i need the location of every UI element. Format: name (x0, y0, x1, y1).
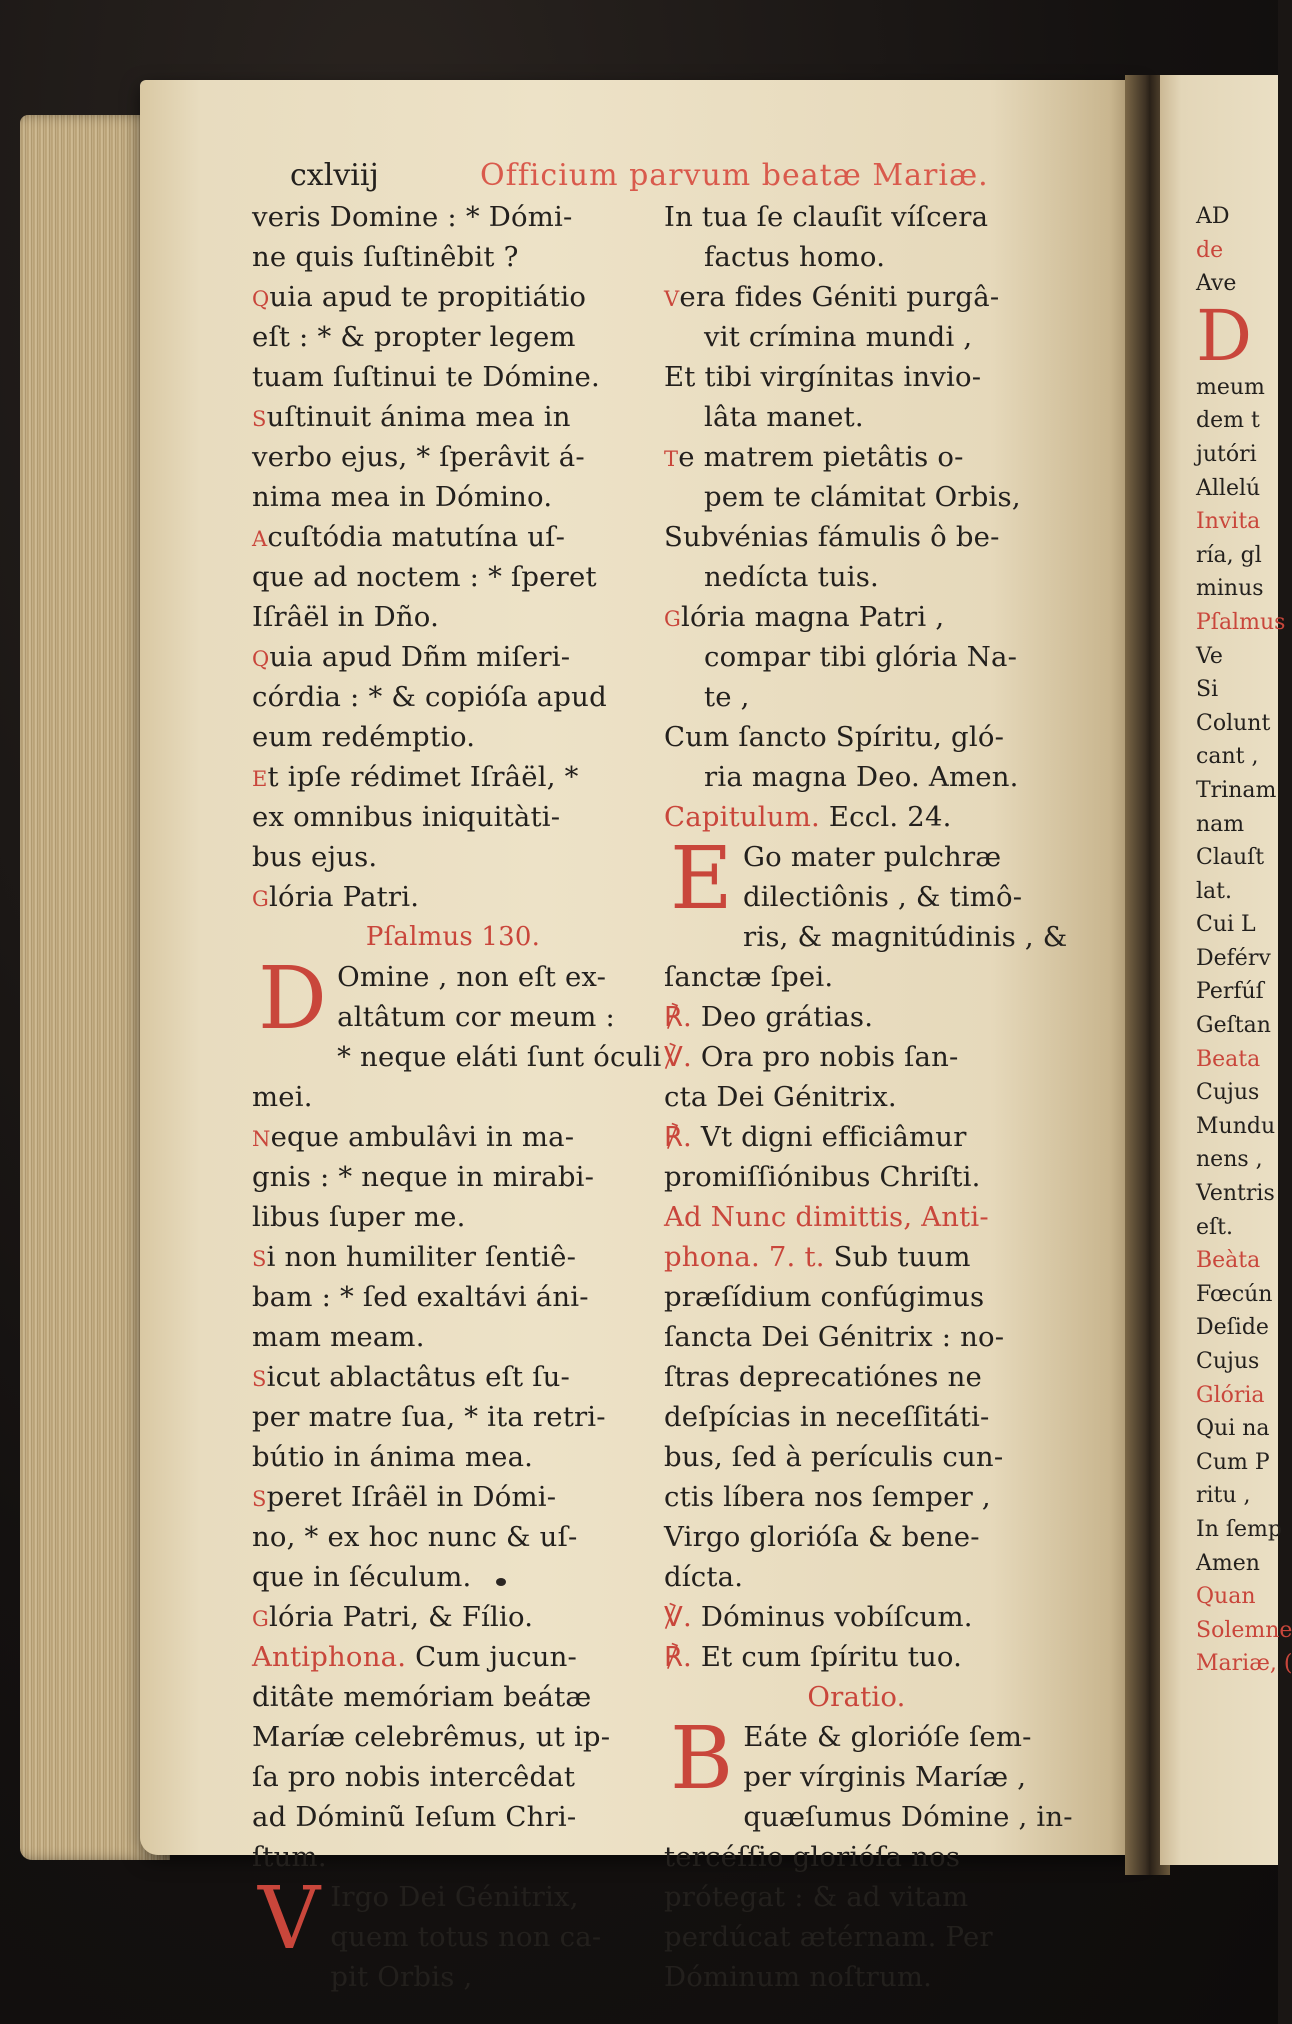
magnificat-lines (664, 1277, 1049, 1597)
facing-page-line: Colunt (1196, 710, 1271, 736)
facing-page-line: Trinam (1196, 777, 1277, 803)
line-text: Omine , non eſt ex- (337, 961, 607, 993)
line-text: vit crímina mundi , (704, 321, 973, 353)
line-text: peret Iſrâël in Dómi- (266, 1481, 557, 1513)
left-column-lines-2 (252, 1117, 654, 1637)
response-symbol: ℟. (664, 1641, 701, 1673)
text-line (252, 757, 654, 797)
text-line (664, 277, 1049, 317)
line-text: i non humiliter ſentiê- (266, 1241, 577, 1273)
antiphon-line (252, 1797, 654, 1837)
text-line (252, 1437, 654, 1477)
line-text: Ora pro nobis ſan- (700, 1041, 959, 1073)
text-line (664, 437, 1049, 477)
response-line (664, 1597, 1049, 1637)
line-text: era fides Géniti purgâ- (679, 281, 1000, 313)
line-text: dilectiônis , & timô- (742, 881, 1023, 913)
response-line (664, 1637, 1049, 1677)
facing-page-line: de (1196, 237, 1224, 263)
facing-page-line: Qui na (1196, 1416, 1270, 1442)
line-text: In tua ſe clauſit víſcera (664, 201, 989, 233)
antiphon-first: Cum jucun- (415, 1641, 578, 1673)
facing-page-line: Allelú (1196, 475, 1261, 501)
red-initial: N (252, 1127, 271, 1151)
text-line (664, 717, 1049, 757)
line-text: bus ejus. (252, 841, 378, 873)
text-line (664, 757, 1049, 797)
line-text: compar tibi glória Na- (704, 641, 1018, 673)
capitulum-block (664, 829, 1068, 997)
facing-page-line: Solemne (1196, 1617, 1292, 1643)
capitulum-ref: Eccl. 24. (828, 801, 952, 833)
line-text: gnis : * neque in mirabi- (252, 1161, 595, 1193)
text-line (664, 317, 1049, 357)
facing-page-text (1196, 200, 1292, 1681)
response-line (664, 1037, 1049, 1077)
antiphon-line (252, 1677, 654, 1717)
text-line (252, 1157, 654, 1197)
line-text: Maríæ celebrêmus, ut ip- (252, 1721, 611, 1753)
psalm-heading: Pſalmus 130. (365, 922, 541, 952)
line-text: factus homo. (704, 241, 886, 273)
line-text: Et tibi virgínitas invio- (664, 361, 982, 393)
oratio-block (664, 1709, 1073, 1997)
left-column-lines (252, 197, 654, 917)
line-text: prótegat : & ad vitam (664, 1881, 969, 1913)
text-line (252, 397, 654, 437)
line-text: tuam ſuſtinui te Dómine. (252, 361, 600, 393)
antiphon-line (664, 1317, 1049, 1357)
magnificat-label-2: phona. 7. t. (664, 1241, 825, 1273)
facing-page-line: meum (1196, 374, 1265, 400)
line-text: ſtum. (252, 1841, 327, 1873)
antiphon-line (252, 1717, 654, 1757)
response-symbol: ℟. (664, 1121, 701, 1153)
response-line (664, 1157, 1049, 1197)
oratio-dropcap: B (670, 1709, 734, 1809)
red-initial: Q (252, 647, 270, 671)
text-line (252, 197, 654, 237)
line-text: Irgo Dei Génitrix, (330, 1881, 579, 1913)
facing-page-line: In ſemp (1196, 1516, 1282, 1542)
line-text: perdúcat ætérnam. Per (664, 1921, 993, 1953)
facing-page-line: Beata (1196, 1046, 1261, 1072)
hymn-dropcap: V (258, 1869, 321, 1969)
facing-page-line: Mariæ, ( (1196, 1651, 1292, 1677)
text-line (252, 1357, 654, 1397)
facing-page-line: Quan (1196, 1584, 1256, 1610)
line-text: Deo grátias. (700, 1001, 874, 1033)
facing-page-line: Invita (1196, 509, 1261, 535)
line-text: uſtinuit ánima mea in (266, 401, 571, 433)
red-initial: S (252, 1247, 267, 1271)
red-initial: S (252, 407, 267, 431)
red-initial: E (252, 767, 268, 791)
line-text: ad Dóminũ Ieſum Chri- (252, 1801, 577, 1833)
line-text: e matrem pietâtis o- (678, 441, 964, 473)
line-text: icut ablactâtus eſt ſu- (266, 1361, 570, 1393)
line-text: ſa pro nobis intercêdat (252, 1761, 576, 1793)
facing-page-line: Deférv (1196, 945, 1271, 971)
red-initial: S (252, 1367, 267, 1391)
antiphon-line (664, 1477, 1049, 1517)
response-line (664, 1077, 1049, 1117)
psalm-dropcap: D (258, 949, 328, 1049)
page-number: cxlviij (290, 158, 379, 193)
line-text: quem totus non ca- (330, 1921, 602, 1953)
psalm-block (252, 949, 662, 1117)
oratio-line (664, 1837, 1049, 1877)
line-text: promiſſiónibus Chriſti. (664, 1161, 981, 1193)
response-symbol: ℟. (664, 1001, 701, 1033)
facing-page-line: jutóri (1196, 441, 1257, 467)
response-symbol: ℣. (664, 1041, 701, 1073)
text-line (252, 597, 654, 637)
red-initial: T (664, 447, 679, 471)
antiphon-line (664, 1517, 1049, 1557)
line-text: cta Dei Génitrix. (664, 1081, 897, 1113)
line-text: libus ſuper me. (252, 1201, 466, 1233)
facing-page-line: Cui L (1196, 912, 1256, 938)
line-text: ditâte memóriam beátæ (252, 1681, 592, 1713)
oratio-heading: Oratio. (807, 1681, 906, 1713)
antiphon-line (252, 1637, 654, 1677)
facing-page-line: Glória (1196, 1382, 1265, 1408)
response-line (664, 997, 1049, 1037)
line-text: per matre ſua, * ita retri- (252, 1401, 606, 1433)
line-text: per vírginis Maríæ , (743, 1761, 1027, 1793)
text-line (252, 1277, 654, 1317)
text-line (252, 1477, 654, 1517)
text-line (664, 517, 1049, 557)
line-text: pem te clámitat Orbis, (704, 481, 1021, 513)
line-text: mei. (252, 1081, 313, 1113)
red-initial: V (664, 287, 680, 311)
text-line (252, 1397, 654, 1437)
text-line (252, 1557, 654, 1597)
line-text: ex omnibus iniquitàti- (252, 801, 561, 833)
ink-dot (496, 1578, 506, 1586)
facing-page-line: Mundu (1196, 1113, 1276, 1139)
line-text: córdia : * & copióſa apud (252, 681, 607, 713)
facing-page-line: ritu , (1196, 1483, 1251, 1509)
line-text: dícta. (664, 1561, 744, 1593)
line-text: Virgo glorióſa & bene- (664, 1521, 980, 1553)
line-text: t ipſe rédimet Iſrâël, * (267, 761, 579, 793)
line-text: eque ambulâvi in ma- (270, 1121, 575, 1153)
antiphon-line (252, 1757, 654, 1797)
line-text: uia apud Dñm miſeri- (269, 641, 571, 673)
red-initial: Q (252, 287, 270, 311)
hymn-block (252, 1869, 654, 1997)
line-text: lória Patri, & Fílio. (268, 1601, 534, 1633)
antiphon-line (664, 1277, 1049, 1317)
text-line (664, 477, 1049, 517)
line-text: mam meam. (252, 1321, 425, 1353)
antiphon-lines (252, 1677, 654, 1877)
red-initial: G (664, 607, 681, 631)
line-text: Eáte & glorióſe ſem- (743, 1721, 1032, 1753)
line-text: verbo ejus, * ſperâvit á- (252, 441, 585, 473)
antiphon-line (664, 1437, 1049, 1477)
response-line (664, 1117, 1049, 1157)
facing-page-line: Beàta (1196, 1248, 1261, 1274)
text-line (252, 477, 654, 517)
line-text: ne quis ſuſtinêbit ? (252, 241, 519, 273)
antiphon-line (664, 1397, 1049, 1437)
line-text: lâta manet. (704, 401, 864, 433)
right-column-lines (664, 197, 1049, 797)
facing-page-line: Deſide (1196, 1315, 1269, 1341)
line-text: bútio in ánima mea. (252, 1441, 534, 1473)
line-text: altâtum cor meum : (337, 1001, 615, 1033)
psalm-line (252, 1077, 654, 1117)
line-text: quæſumus Dómine , in- (743, 1801, 1073, 1833)
facing-page-line: Cum P (1196, 1449, 1270, 1475)
text-line (252, 517, 654, 557)
facing-page-line: nam (1196, 811, 1245, 837)
text-line (252, 1597, 654, 1637)
text-line (664, 637, 1049, 677)
line-text: ctis líbera nos ſemper , (664, 1481, 991, 1513)
text-line (664, 237, 1049, 277)
line-text: * neque eláti ſunt óculi (337, 1041, 662, 1073)
line-text: nedícta tuis. (704, 561, 879, 593)
line-text: Iſrâël in Dño. (252, 601, 440, 633)
line-text: que in ſéculum. (252, 1561, 472, 1593)
facing-page-line: Cujus (1196, 1349, 1260, 1374)
facing-page-line: Si (1196, 677, 1219, 703)
oratio-line (664, 1877, 1049, 1917)
line-text: ſtras deprecatiónes ne (664, 1361, 982, 1393)
text-line (252, 237, 654, 277)
text-line (252, 317, 654, 357)
facing-page-line: Clauſt (1196, 845, 1265, 871)
line-text: no, * ex hoc nunc & uſ- (252, 1521, 578, 1553)
magnificat-first: Sub tuum (833, 1241, 971, 1273)
magnificat-first-line (664, 1237, 1049, 1277)
text-line (252, 277, 654, 317)
facing-page-line: Amen (1196, 1550, 1260, 1576)
antiphon-line (664, 1557, 1049, 1597)
red-initial: G (252, 1607, 269, 1631)
responses (664, 997, 1049, 1197)
line-text: ria magna Deo. Amen. (704, 761, 1019, 793)
text-line (252, 717, 654, 757)
line-text: lória magna Patri , (680, 601, 945, 633)
line-text: bus, ſed à perículis cun- (664, 1441, 1004, 1473)
facing-page-line: Geſtan (1196, 1013, 1271, 1039)
facing-page-line: lat. (1196, 878, 1232, 904)
line-text: pit Orbis , (330, 1961, 473, 1993)
line-text: ſanctæ ſpei. (664, 961, 834, 993)
text-line (252, 637, 654, 677)
facing-page-line: ría, gl (1196, 542, 1262, 568)
facing-page-line: AD (1196, 204, 1230, 229)
capitulum-line (664, 957, 1049, 997)
line-text: Dóminus vobíſcum. (700, 1601, 973, 1633)
facing-page-line: cant , (1196, 744, 1259, 770)
text-line (664, 197, 1049, 237)
line-text: Dóminum noſtrum. (664, 1961, 933, 1993)
text-line (664, 397, 1049, 437)
facing-page-line: Ventris (1196, 1181, 1275, 1207)
facing-page-line: Perfúſ (1196, 979, 1264, 1005)
line-text: Subvénias fámulis ô be- (664, 521, 1000, 553)
text-line (252, 357, 654, 397)
line-text: deſpícias in neceſſitáti- (664, 1401, 990, 1433)
facing-page-line: Ve (1196, 643, 1223, 669)
line-text: ris, & magnitúdinis , & (742, 921, 1068, 953)
facing-page-line: eſt. (1196, 1214, 1233, 1240)
antiphon-line (664, 1357, 1049, 1397)
red-initial: S (252, 1487, 267, 1511)
running-title: Officium parvum beatæ Mariæ. (480, 158, 989, 193)
facing-page-line: dem t (1196, 408, 1260, 434)
text-line (252, 877, 654, 917)
line-text: uia apud te propitiátio (269, 281, 587, 313)
line-text: præſídium confúgimus (664, 1281, 985, 1313)
antiphon-label: Antiphona. (252, 1641, 407, 1673)
capitulum-label: Capitulum. (664, 801, 820, 833)
response-symbol: ℣. (664, 1601, 701, 1633)
facing-page-line: Cujus (1196, 1080, 1260, 1106)
line-text: bam : * ſed exaltávi áni- (252, 1281, 589, 1313)
line-text: Vt digni efficiâmur (700, 1121, 967, 1153)
text-line (252, 797, 654, 837)
text-line (664, 677, 1049, 717)
red-initial: G (252, 887, 269, 911)
closing-responses (664, 1597, 1049, 1677)
facing-page-line: Pſalmus (1196, 609, 1286, 635)
line-text: eſt : * & propter legem (252, 321, 576, 353)
line-text: ſancta Dei Génitrix : no- (664, 1321, 1005, 1353)
text-line (252, 837, 654, 877)
text-line (664, 557, 1049, 597)
capitulum-heading (664, 797, 1049, 837)
line-text: que ad noctem : * ſperet (252, 561, 597, 593)
text-line (252, 1117, 654, 1157)
text-line (252, 1317, 654, 1357)
facing-page-line: Ave (1196, 271, 1237, 297)
text-line (252, 1197, 654, 1237)
facing-page-line: minus (1196, 576, 1264, 602)
text-line (664, 597, 1049, 637)
line-text: tercéſſio glorióſa nos (664, 1841, 961, 1873)
text-line (664, 357, 1049, 397)
line-text: eum redémptio. (252, 721, 476, 753)
red-initial: A (252, 527, 268, 551)
text-line (252, 677, 654, 717)
antiphon-line (252, 1837, 654, 1877)
facing-page-line: D (1196, 294, 1253, 377)
text-line (252, 557, 654, 597)
facing-page-line: nens , (1196, 1147, 1263, 1173)
text-line (252, 1237, 654, 1277)
line-text: te , (704, 681, 750, 713)
line-text: Et cum ſpíritu tuo. (700, 1641, 963, 1673)
text-line (252, 1517, 654, 1557)
line-text: cuſtódia matutína uſ- (267, 521, 566, 553)
line-text: Cum ſancto Spíritu, gló- (664, 721, 1005, 753)
line-text: lória Patri. (268, 881, 420, 913)
oratio-line (664, 1917, 1049, 1957)
right-column (664, 197, 1073, 1997)
capitulum-dropcap: E (670, 829, 733, 929)
line-text: Go mater pulchræ (742, 841, 1002, 873)
oratio-line (664, 1957, 1049, 1997)
magnificat-label: Ad Nunc dimittis, Anti- (664, 1201, 989, 1233)
line-text: veris Domine : * Dómi- (252, 201, 573, 233)
text-line (252, 437, 654, 477)
line-text: nima mea in Dómino. (252, 481, 553, 513)
facing-page-line: Fœcún (1196, 1281, 1273, 1307)
left-column (252, 197, 662, 1997)
